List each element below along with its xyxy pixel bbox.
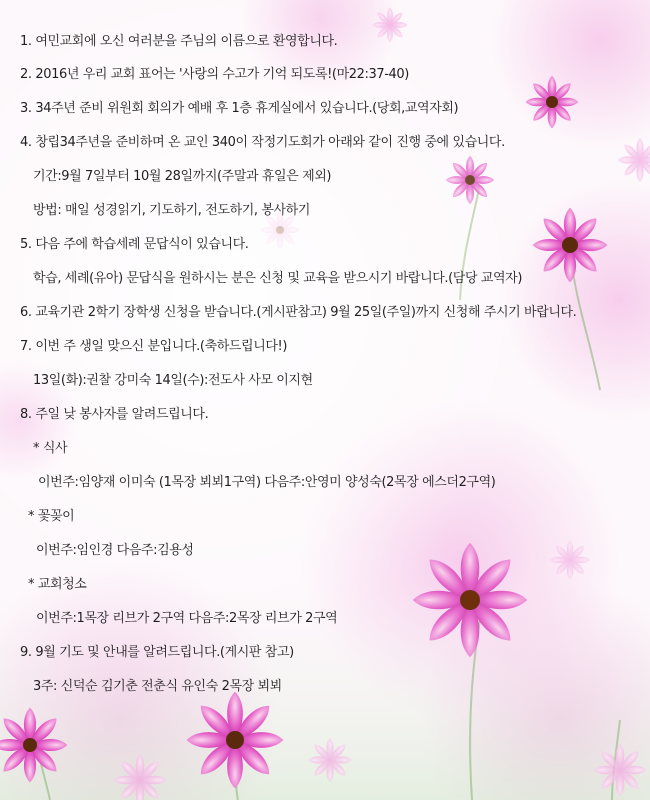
announcement-4-prayer: 4. 창립34주년을 준비하며 온 교인 340이 작정기도회가 아래와 같이 진행 중에 있습니다.: [20, 135, 505, 150]
volunteer-flowers-heading: * 꽃꽂이: [28, 509, 75, 524]
announcement-6-scholarship: 6. 교육기관 2학기 장학생 신청을 받습니다.(게시판참고) 9월 25일(주일)까지 신청해 주시기 바랍니다.: [20, 305, 577, 320]
announcement-7-birthday: 7. 이번 주 생일 맞으신 분입니다.(축하드립니다!): [20, 339, 287, 354]
announcement-7-names: 13일(화):권찰 강미숙 14일(수):전도사 사모 이지현: [33, 373, 313, 388]
volunteer-cleaning-heading: * 교회청소: [28, 577, 87, 592]
announcement-9-week3: 3주: 신덕순 김기춘 전춘식 유인숙 2목장 뵈뵈: [33, 679, 282, 694]
announcement-3-committee: 3. 34주년 준비 위원회 회의가 예배 후 1층 휴게실에서 있습니다.(당회,교역자회): [20, 101, 459, 116]
volunteer-flowers-names: 이번주:임인경 다음주:김용성: [36, 543, 194, 558]
announcement-5-baptism: 5. 다음 주에 학습세례 문답식이 있습니다.: [20, 237, 249, 252]
announcement-8-volunteers: 8. 주일 낮 봉사자를 알려드립니다.: [20, 407, 209, 422]
volunteer-meal-heading: * 식사: [33, 441, 68, 456]
announcement-4-method: 방법: 매일 성경읽기, 기도하기, 전도하기, 봉사하기: [33, 203, 310, 218]
volunteer-cleaning-names: 이번주:1목장 리브가 2구역 다음주:2목장 리브가 2구역: [36, 611, 338, 626]
announcement-2-motto: 2. 2016년 우리 교회 표어는 '사랑의 수고가 기억 되도록!(마22:37-40): [20, 67, 409, 82]
volunteer-meal-names: 이번주:임양재 이미숙 (1목장 뵈뵈1구역) 다음주:안영미 양성숙(2목장 에스더2구역): [38, 475, 496, 490]
announcement-9-prayer-guide: 9. 9월 기도 및 안내를 알려드립니다.(게시판 참고): [20, 645, 294, 660]
announcement-5-details: 학습, 세례(유아) 문답식을 원하시는 분은 신청 및 교육을 받으시기 바랍니다.(담당 교역자): [33, 271, 523, 286]
announcement-4-period: 기간:9월 7일부터 10월 28일까지(주말과 휴일은 제외): [33, 169, 332, 184]
announcement-1-welcome: 1. 여민교회에 오신 여러분을 주님의 이름으로 환영합니다.: [20, 34, 338, 49]
